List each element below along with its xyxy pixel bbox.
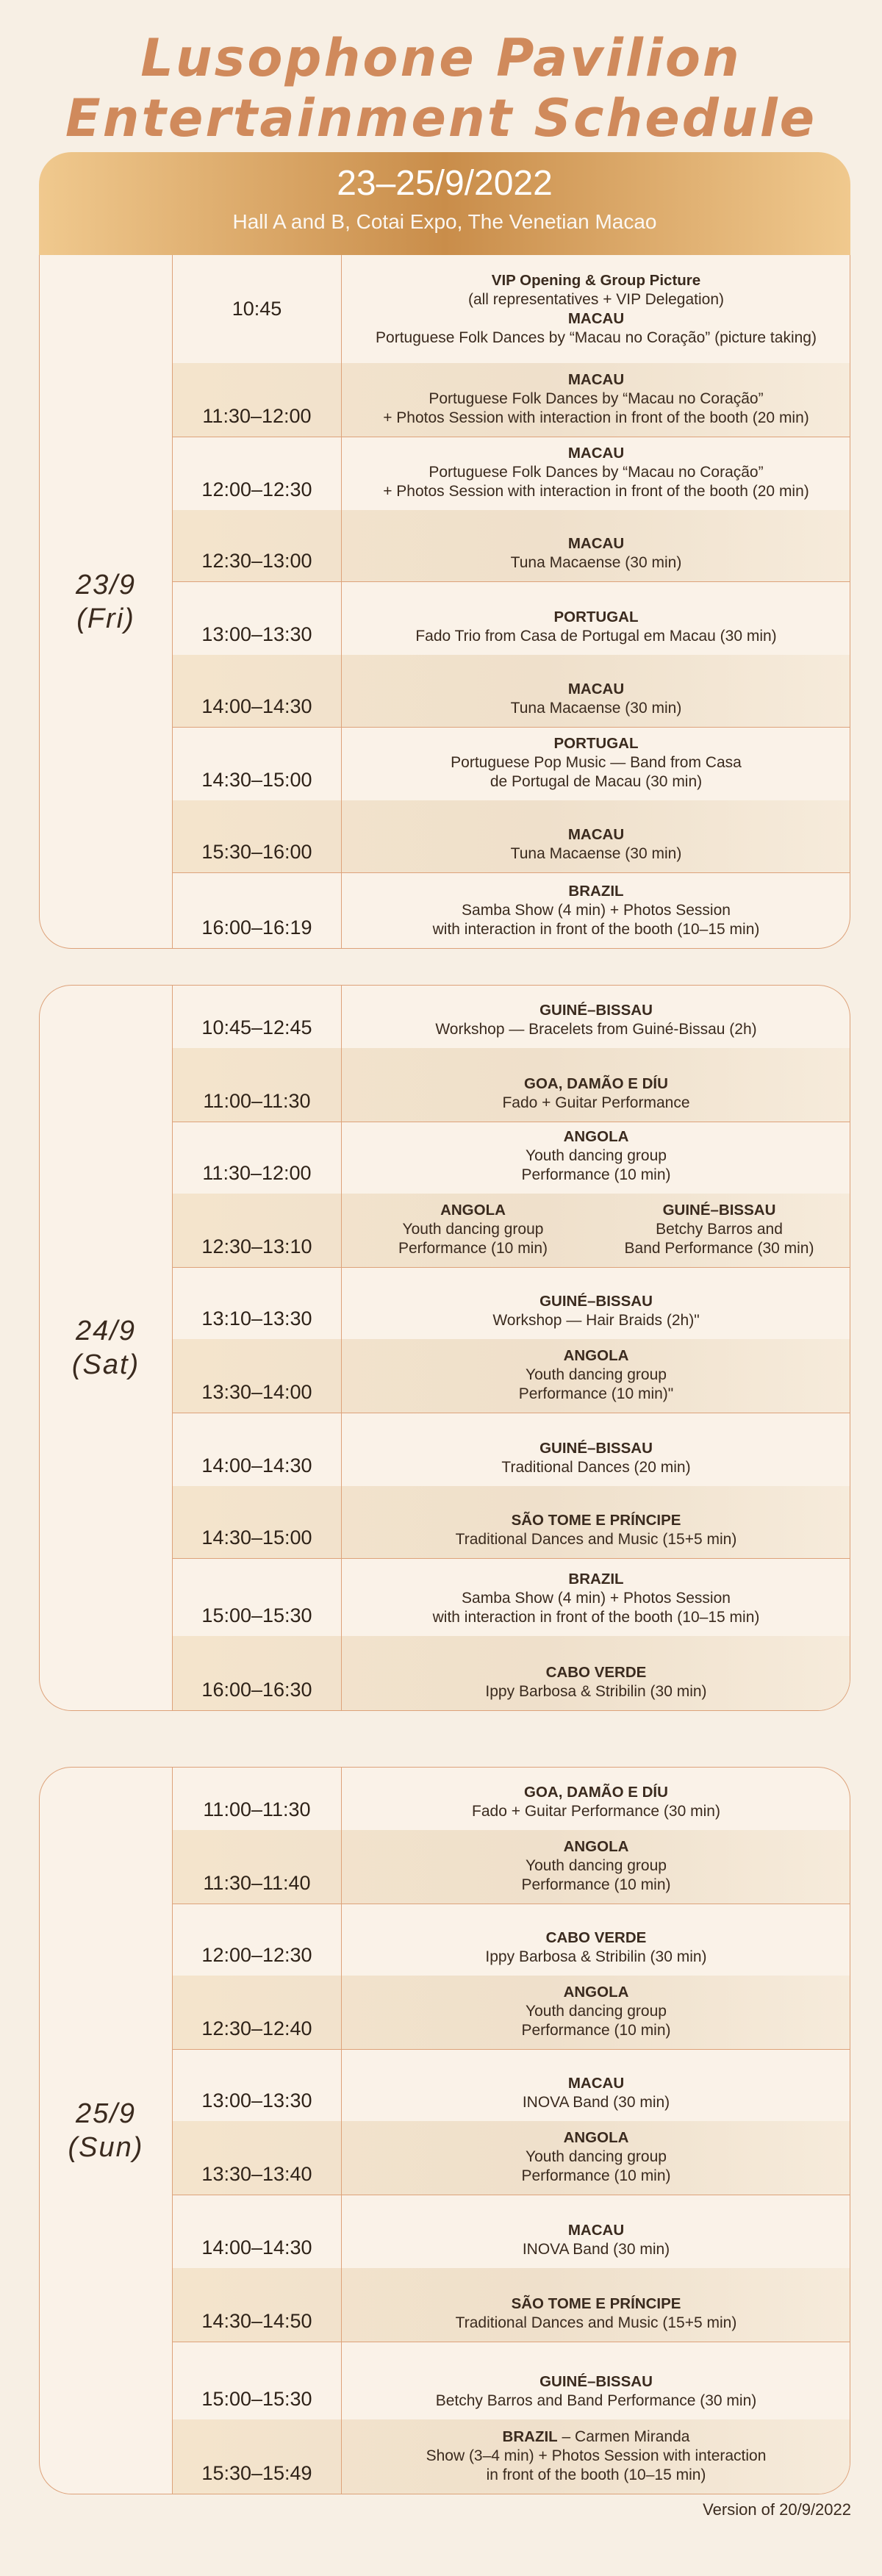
event-stack xyxy=(383,444,809,501)
event-description: Band Performance (30 min) xyxy=(624,1240,814,1257)
schedule-row xyxy=(173,510,850,582)
event-performer: SÃO TOME E PRÍNCIPE xyxy=(511,2295,681,2312)
event-cell xyxy=(343,510,850,581)
event-stack xyxy=(511,534,682,573)
event-entry xyxy=(383,444,809,501)
event-performer: MACAU xyxy=(567,2075,625,2092)
event-performer: MACAU xyxy=(567,535,625,552)
day-weekday: (Sun) xyxy=(68,2132,144,2163)
event-entry xyxy=(485,1663,706,1701)
event-description: Traditional Dances and Music (15+5 min) xyxy=(455,2314,737,2331)
time-slot: 13:30–13:40 xyxy=(173,2121,342,2195)
event-entry xyxy=(521,1127,670,1185)
event-stack xyxy=(521,1127,670,1185)
schedule-row xyxy=(173,1558,850,1637)
event-stack xyxy=(523,2221,670,2259)
time-slot: 14:00–14:30 xyxy=(173,2195,342,2268)
day-date: 25/9 xyxy=(76,2098,136,2129)
event-description: INOVA Band (30 min) xyxy=(522,2241,670,2258)
event-stack xyxy=(433,1570,760,1627)
event-performer: PORTUGAL xyxy=(553,735,639,752)
event-description: Performance (10 min)" xyxy=(518,1385,674,1402)
event-cell xyxy=(343,1558,850,1636)
event-description: Ippy Barbosa & Stribilin (30 min) xyxy=(485,1683,707,1700)
event-description: Performance (10 min) xyxy=(521,2167,671,2184)
event-cell xyxy=(343,2268,850,2342)
event-stack xyxy=(485,1663,706,1701)
date-venue-banner xyxy=(39,152,850,255)
event-cell xyxy=(343,1267,850,1339)
event-cell xyxy=(343,581,850,655)
schedule-row xyxy=(173,800,850,873)
event-entry xyxy=(521,1983,670,2040)
event-stack xyxy=(435,1001,756,1039)
event-performer: ANGOLA xyxy=(563,1347,629,1364)
event-stack xyxy=(519,1346,674,1404)
schedule-row xyxy=(173,1768,850,1831)
event-cell xyxy=(343,1339,850,1413)
event-stack xyxy=(415,608,776,646)
event-cell xyxy=(343,1048,850,1122)
event-dates: 23–25/9/2022 xyxy=(337,164,553,203)
time-slot: 11:30–12:00 xyxy=(173,1122,342,1194)
schedule-row xyxy=(173,872,850,948)
schedule-row xyxy=(173,1904,850,1976)
time-slot: 12:00–12:30 xyxy=(173,1904,342,1976)
event-entry xyxy=(451,734,742,792)
time-slot: 14:30–15:00 xyxy=(173,727,342,800)
event-performer: MACAU xyxy=(567,445,625,462)
time-slot: 13:00–13:30 xyxy=(173,2049,342,2121)
time-slot: 10:45–12:45 xyxy=(173,986,342,1048)
day-block xyxy=(39,1767,850,2494)
event-performer: PORTUGAL xyxy=(553,609,639,625)
event-description: Youth dancing group xyxy=(526,2003,667,2020)
event-description: Performance (10 min) xyxy=(521,1876,671,1893)
event-performer: GOA, DAMÃO E DÍU xyxy=(524,1784,668,1801)
event-entry xyxy=(415,608,776,646)
event-performer: GUINÉ–BISSAU xyxy=(662,1202,776,1219)
event-entry xyxy=(383,370,809,428)
event-description: in front of the booth (10–15 min) xyxy=(486,2466,706,2483)
schedule-row xyxy=(173,1122,850,1194)
event-cell xyxy=(343,1636,850,1710)
event-description: Portuguese Folk Dances by “Macau no Coração” xyxy=(429,464,764,481)
schedule-row xyxy=(173,1267,850,1340)
event-entry xyxy=(519,1346,674,1404)
time-slot: 16:00–16:19 xyxy=(173,872,342,948)
schedule-row xyxy=(173,2419,850,2494)
event-stack xyxy=(436,2372,757,2411)
event-description: Samba Show (4 min) + Photos Session xyxy=(462,1590,731,1607)
schedule-row xyxy=(173,2049,850,2122)
event-performer: GOA, DAMÃO E DÍU xyxy=(524,1075,668,1092)
time-slot: 13:00–13:30 xyxy=(173,581,342,655)
event-performer: VIP Opening & Group Picture xyxy=(491,271,701,289)
event-description: + Photos Session with interaction in front of the booth (20 min) xyxy=(383,409,809,426)
schedule-row xyxy=(173,1194,850,1268)
time-slot: 11:00–11:30 xyxy=(173,1048,342,1122)
event-entry xyxy=(511,825,682,864)
time-slot: 12:00–12:30 xyxy=(173,437,342,510)
version-note: Version of 20/9/2022 xyxy=(703,2500,851,2519)
event-entry xyxy=(426,2428,767,2485)
time-slot: 12:30–12:40 xyxy=(173,1976,342,2049)
event-description: Samba Show (4 min) + Photos Session xyxy=(462,902,731,919)
event-cell xyxy=(343,986,850,1048)
schedule-row xyxy=(173,727,850,801)
event-performer: GUINÉ–BISSAU xyxy=(539,1293,653,1310)
event-stack xyxy=(426,2428,767,2485)
schedule-row xyxy=(173,1048,850,1122)
time-slot: 15:30–16:00 xyxy=(173,800,342,872)
schedule-row xyxy=(173,1636,850,1710)
event-cell xyxy=(343,437,850,510)
event-cell xyxy=(343,1122,850,1194)
event-performer: GUINÉ–BISSAU xyxy=(539,1440,653,1457)
event-description: with interaction in front of the booth (10–15 min) xyxy=(432,921,760,938)
event-description: Tuna Macaense (30 min) xyxy=(510,845,682,862)
event-split xyxy=(350,1201,842,1258)
event-cell xyxy=(343,1904,850,1976)
event-description: (all representatives + VIP Delegation) xyxy=(467,290,725,308)
time-slot: 15:00–15:30 xyxy=(173,1558,342,1636)
event-stack xyxy=(523,2074,670,2112)
event-performer: GUINÉ–BISSAU xyxy=(539,1002,653,1019)
event-entry xyxy=(456,1511,737,1549)
event-entry xyxy=(472,1783,720,1821)
schedule-row xyxy=(173,1413,850,1487)
time-slot: 15:00–15:30 xyxy=(173,2342,342,2419)
event-description: Performance (10 min) xyxy=(398,1240,548,1257)
schedule-row xyxy=(173,363,850,437)
event-description: Youth dancing group xyxy=(526,1857,667,1874)
event-description: Performance (10 min) xyxy=(521,2022,671,2039)
event-stack xyxy=(492,1292,699,1330)
schedule-row xyxy=(173,655,850,728)
event-description: Tuna Macaense (30 min) xyxy=(510,554,682,571)
event-description: Youth dancing group xyxy=(402,1221,544,1238)
event-entry xyxy=(523,2221,670,2259)
event-stack xyxy=(433,882,760,939)
event-cell xyxy=(343,655,850,727)
event-description: Tuna Macaense (30 min) xyxy=(510,700,682,717)
time-slot: 12:30–13:00 xyxy=(173,510,342,581)
time-slot: 11:30–12:00 xyxy=(173,363,342,437)
event-entry xyxy=(433,882,760,939)
event-description: Youth dancing group xyxy=(526,2148,667,2165)
title-line-1: Lusophone Pavilion xyxy=(140,28,742,88)
event-description: Traditional Dances (20 min) xyxy=(501,1459,691,1476)
schedule-row xyxy=(173,2121,850,2195)
day-label xyxy=(40,1768,173,2494)
event-entry xyxy=(492,1292,699,1330)
event-performer: MACAU xyxy=(567,826,625,843)
event-performer: BRAZIL xyxy=(568,1571,624,1587)
event-description: Fado + Guitar Performance (30 min) xyxy=(472,1803,720,1820)
day-block xyxy=(39,255,850,949)
event-cell xyxy=(343,1413,850,1486)
event-entry xyxy=(435,1001,756,1039)
event-cell xyxy=(343,2195,850,2268)
event-performer: MACAU xyxy=(567,2222,625,2239)
event-performer: ANGOLA xyxy=(440,1202,506,1219)
event-entry xyxy=(485,1929,706,1967)
event-entry xyxy=(436,2372,757,2411)
time-slot: 16:00–16:30 xyxy=(173,1636,342,1710)
event-stack xyxy=(485,1929,706,1967)
event-description: + Photos Session with interaction in front of the booth (20 min) xyxy=(383,483,809,500)
event-entry xyxy=(433,1570,760,1627)
event-cell xyxy=(343,872,850,948)
time-slot: 13:30–14:00 xyxy=(173,1339,342,1413)
event-cell xyxy=(343,800,850,872)
schedule-row xyxy=(173,2195,850,2269)
time-slot: 15:30–15:49 xyxy=(173,2419,342,2494)
time-slot: 11:30–11:40 xyxy=(173,1830,342,1904)
event-performer: MACAU xyxy=(567,309,625,327)
event-description: Betchy Barros and xyxy=(656,1221,783,1238)
event-description: Ippy Barbosa & Stribilin (30 min) xyxy=(485,1948,707,1965)
event-stack xyxy=(376,271,817,348)
event-description: Workshop — Hair Braids (2h)" xyxy=(492,1312,700,1329)
event-stack xyxy=(521,1983,670,2040)
event-description: Betchy Barros and Band Performance (30 min) xyxy=(435,2392,757,2409)
event-performer: SÃO TOME E PRÍNCIPE xyxy=(511,1512,681,1529)
event-performer: MACAU xyxy=(567,371,625,388)
day-label xyxy=(40,255,173,948)
event-entry xyxy=(521,1837,670,1895)
event-performer: ANGOLA xyxy=(563,1838,629,1855)
event-stack xyxy=(511,825,682,864)
time-slot: 14:30–15:00 xyxy=(173,1486,342,1558)
event-cell xyxy=(343,727,850,800)
event-entry xyxy=(376,271,817,309)
day-weekday: (Fri) xyxy=(76,603,135,634)
page-title xyxy=(0,0,882,148)
day-block xyxy=(39,985,850,1711)
time-slot: 14:00–14:30 xyxy=(173,1413,342,1486)
event-stack xyxy=(456,2295,737,2333)
day-date: 23/9 xyxy=(76,569,136,600)
event-description: Show (3–4 min) + Photos Session with interaction xyxy=(426,2447,767,2464)
event-description: Traditional Dances and Music (15+5 min) xyxy=(455,1531,737,1548)
event-entry xyxy=(511,534,682,573)
schedule-row xyxy=(173,1976,850,2050)
event-entry xyxy=(501,1439,690,1477)
event-performer: ANGOLA xyxy=(563,1984,629,2001)
event-performer: BRAZIL xyxy=(502,2428,558,2445)
schedule-row xyxy=(173,986,850,1049)
event-stack xyxy=(456,1511,737,1549)
event-stack xyxy=(521,1837,670,1895)
event-cell xyxy=(343,2121,850,2195)
time-slot: 14:30–14:50 xyxy=(173,2268,342,2342)
event-performer: CABO VERDE xyxy=(545,1929,647,1946)
event-cell xyxy=(343,1194,850,1267)
event-stack xyxy=(511,680,682,718)
event-entry xyxy=(523,2074,670,2112)
event-performer: MACAU xyxy=(567,681,625,697)
event-stack xyxy=(472,1783,720,1821)
schedule-row xyxy=(173,255,850,364)
event-entry xyxy=(376,309,817,348)
time-slot: 10:45 xyxy=(173,255,342,363)
event-stack xyxy=(383,370,809,428)
day-label xyxy=(40,986,173,1710)
event-entry xyxy=(456,2295,737,2333)
event-entry xyxy=(511,680,682,718)
event-entry xyxy=(521,2128,670,2186)
schedule-row xyxy=(173,2268,850,2342)
event-performer: ANGOLA xyxy=(563,1128,629,1145)
event-venue: Hall A and B, Cotai Expo, The Venetian Macao xyxy=(232,210,657,233)
event-stack xyxy=(501,1439,690,1477)
time-slot: 13:10–13:30 xyxy=(173,1267,342,1339)
event-cell xyxy=(343,363,850,437)
day-date: 24/9 xyxy=(76,1316,136,1346)
title-line-2: Entertainment Schedule xyxy=(65,88,817,148)
event-stack xyxy=(521,2128,670,2186)
event-performer: ANGOLA xyxy=(563,2129,629,2146)
schedule-row xyxy=(173,1830,850,1904)
event-cell xyxy=(343,2342,850,2419)
event-description: Performance (10 min) xyxy=(521,1166,671,1183)
event-cell xyxy=(343,1976,850,2049)
event-stack xyxy=(451,734,742,792)
schedule-row xyxy=(173,1339,850,1413)
event-performer: BRAZIL xyxy=(568,883,624,900)
event-entry xyxy=(601,1201,838,1258)
event-description: Youth dancing group xyxy=(526,1147,667,1164)
event-description: Fado Trio from Casa de Portugal em Macau (30 min) xyxy=(415,628,777,645)
schedule-row xyxy=(173,581,850,656)
event-cell xyxy=(343,1768,850,1830)
event-description: Youth dancing group xyxy=(526,1366,667,1383)
event-cell xyxy=(343,1830,850,1904)
time-slot: 14:00–14:30 xyxy=(173,655,342,727)
time-slot: 12:30–13:10 xyxy=(173,1194,342,1267)
event-entry xyxy=(355,1201,592,1258)
event-stack xyxy=(502,1074,689,1113)
event-description: Portuguese Folk Dances by “Macau no Coração” xyxy=(429,390,764,407)
event-performer: CABO VERDE xyxy=(545,1664,647,1681)
event-cell xyxy=(343,2049,850,2121)
event-performer: GUINÉ–BISSAU xyxy=(539,2373,653,2390)
event-cell xyxy=(343,255,850,363)
event-cell xyxy=(343,1486,850,1558)
event-description: Portuguese Pop Music — Band from Casa xyxy=(451,754,742,771)
event-description: with interaction in front of the booth (10–15 min) xyxy=(432,1609,760,1626)
event-description: Fado + Guitar Performance xyxy=(502,1094,690,1111)
schedule-row xyxy=(173,2342,850,2420)
day-weekday: (Sat) xyxy=(71,1349,140,1380)
event-entry xyxy=(502,1074,689,1113)
time-slot: 11:00–11:30 xyxy=(173,1768,342,1830)
event-description: de Portugal de Macau (30 min) xyxy=(490,773,703,790)
event-description: INOVA Band (30 min) xyxy=(522,2094,670,2111)
schedule-row xyxy=(173,1486,850,1559)
event-description: Workshop — Bracelets from Guiné-Bissau (2h) xyxy=(435,1021,757,1038)
event-description: Portuguese Folk Dances by “Macau no Coração” (picture taking) xyxy=(376,329,817,346)
event-performer-suffix: – Carmen Miranda xyxy=(557,2428,690,2445)
schedule-row xyxy=(173,437,850,511)
event-cell xyxy=(343,2419,850,2494)
